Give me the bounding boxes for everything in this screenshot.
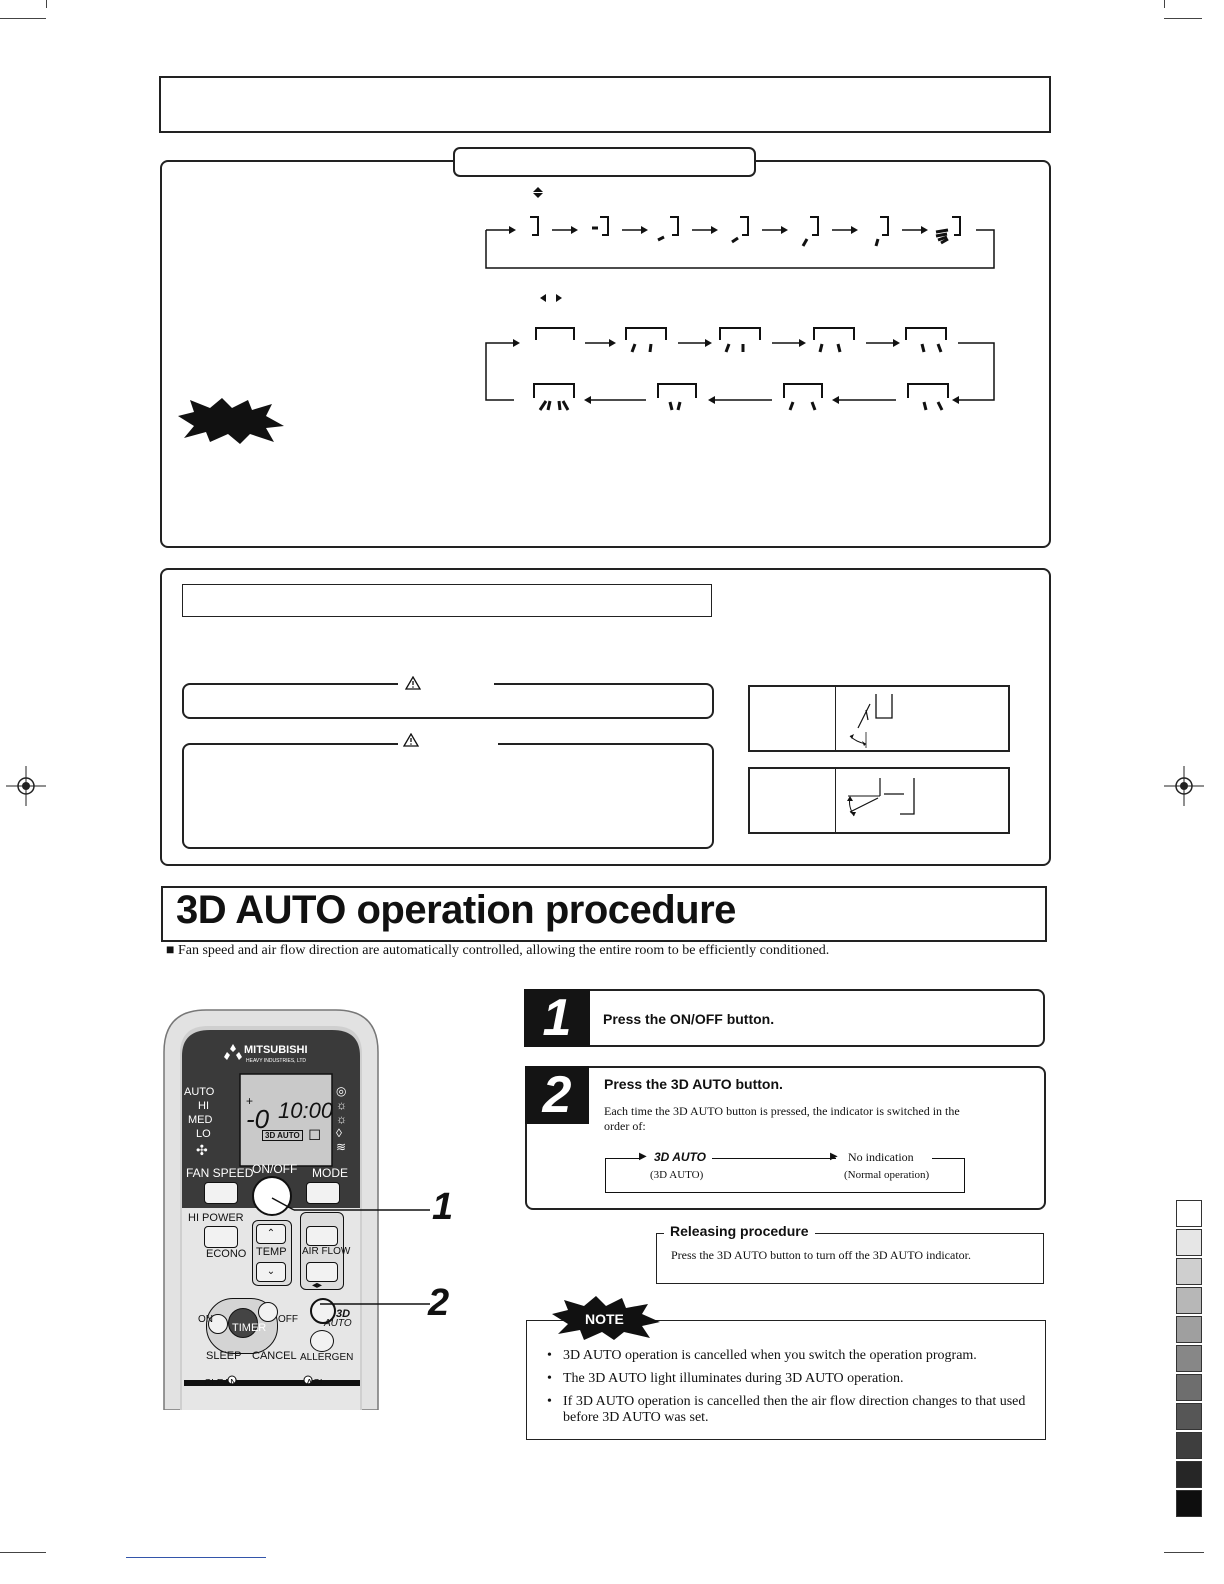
callout-lines bbox=[270, 1196, 430, 1316]
gray-swatch bbox=[1176, 1287, 1202, 1314]
mode-label: MODE bbox=[312, 1166, 348, 1180]
clean-label: CLEAN bbox=[204, 1378, 238, 1389]
auto-label: AUTO bbox=[324, 1318, 352, 1329]
vertical-angle-diagram bbox=[840, 688, 910, 748]
caution-box-1 bbox=[182, 683, 714, 719]
display-3d-auto: 3D AUTO bbox=[262, 1130, 303, 1141]
step-2-number: 2 bbox=[525, 1066, 589, 1124]
note-item: • 3D AUTO operation is cancelled when you switch the operation program. bbox=[537, 1348, 1029, 1364]
crop-mark-bl bbox=[0, 1552, 46, 1553]
airflow-diagrams bbox=[470, 180, 1010, 420]
callout-1: 1 bbox=[432, 1186, 454, 1228]
releasing-body: Press the 3D AUTO button to turn off the 3D AUTO indicator. bbox=[671, 1248, 971, 1262]
gray-swatch bbox=[1176, 1490, 1202, 1517]
cycle-state-1-icon: 3D AUTO bbox=[654, 1150, 707, 1164]
fan-speed-label: FAN SPEED bbox=[186, 1166, 254, 1180]
note-item: • If 3D AUTO operation is cancelled then the air flow direction changes to that used before 3D AUTO was set. bbox=[537, 1394, 1029, 1426]
cancel-label: CANCEL bbox=[252, 1350, 297, 1362]
intro-bullet: ■ bbox=[166, 943, 175, 958]
angle-table-divider bbox=[835, 767, 836, 834]
air-flow-label: AIR FLOW bbox=[302, 1246, 351, 1257]
crop-mark-tr-v bbox=[1164, 0, 1165, 8]
fan-level-lo: LO bbox=[196, 1128, 211, 1140]
cycle-state-2-icon: No indication bbox=[848, 1150, 914, 1164]
temp-down-button[interactable]: ⌄ bbox=[256, 1262, 286, 1282]
note-label: NOTE bbox=[585, 1311, 624, 1327]
note-item: • The 3D AUTO light illuminates during 3D AUTO operation. bbox=[537, 1371, 1029, 1387]
fan-level-med: MED bbox=[188, 1114, 213, 1126]
timer-off-label: OFF bbox=[278, 1314, 298, 1325]
remote-brand-sub: HEAVY INDUSTRIES, LTD bbox=[246, 1058, 307, 1064]
registration-mark-right bbox=[1164, 766, 1204, 806]
gray-swatch bbox=[1176, 1200, 1202, 1227]
cycle-frame-right-top bbox=[932, 1158, 965, 1159]
display-plus: + bbox=[246, 1094, 254, 1108]
display-louver-icon: ◻ bbox=[308, 1126, 322, 1143]
on-off-label: ON/OFF bbox=[252, 1162, 298, 1176]
crop-mark-tr bbox=[1164, 18, 1202, 19]
step-2-body: Each time the 3D AUTO button is pressed, the indicator is switched in the order of: bbox=[604, 1104, 960, 1133]
temp-up-button[interactable]: ⌃ bbox=[256, 1224, 286, 1244]
angle-table-divider bbox=[835, 685, 836, 752]
hi-power-button[interactable] bbox=[204, 1226, 238, 1248]
cycle-frame-mid bbox=[712, 1158, 836, 1159]
mode-icons: ◎ ☼ ☼ ◊ ≋ bbox=[336, 1084, 347, 1154]
sleep-label: SLEEP bbox=[206, 1350, 242, 1362]
crop-mark-tl bbox=[0, 18, 46, 19]
gray-swatch bbox=[1176, 1461, 1202, 1488]
airflow-panel-tab bbox=[453, 147, 756, 177]
warning-triangle-icon bbox=[405, 676, 421, 690]
allergen-label: ALLERGEN bbox=[300, 1352, 354, 1363]
section-title: 3D AUTO operation procedure bbox=[176, 888, 736, 932]
timer-on-label: ON bbox=[198, 1314, 213, 1325]
fan-level-hi: HI bbox=[198, 1100, 209, 1112]
step-1-title: Press the ON/OFF button. bbox=[603, 1011, 775, 1027]
fan-level-auto: AUTO bbox=[184, 1086, 215, 1098]
gray-swatch bbox=[1176, 1403, 1202, 1430]
caution-box-2 bbox=[182, 743, 714, 849]
fan-icon: ✣ bbox=[196, 1142, 208, 1158]
mitsubishi-logo-icon bbox=[224, 1044, 242, 1060]
top-header-box bbox=[159, 76, 1051, 133]
fan-speed-button[interactable] bbox=[204, 1182, 238, 1204]
cycle-state-2-label: (Normal operation) bbox=[844, 1169, 930, 1181]
crop-mark-br bbox=[1164, 1552, 1204, 1553]
releasing-title: Releasing procedure bbox=[664, 1223, 815, 1239]
temp-label: TEMP bbox=[256, 1246, 287, 1258]
cycle-frame-left-top bbox=[605, 1158, 641, 1159]
acl-label: ACL bbox=[306, 1378, 326, 1389]
cycle-arrow-icon: ▶ bbox=[639, 1151, 647, 1162]
three-d-label: 3D bbox=[336, 1308, 351, 1320]
hi-power-label: HI POWER bbox=[188, 1212, 244, 1224]
registration-mark-left bbox=[6, 766, 46, 806]
cycle-state-1-label: (3D AUTO) bbox=[650, 1169, 704, 1181]
gray-swatch bbox=[1176, 1432, 1202, 1459]
burst-icon bbox=[176, 396, 286, 446]
caution-panel-heading-box bbox=[182, 584, 712, 617]
timer-label: TIMER bbox=[232, 1322, 267, 1334]
cycle-arrow-icon: ▶ bbox=[830, 1151, 838, 1162]
intro-text: Fan speed and air flow direction are automatically controlled, allowing the entire room to be efficiently conditioned. bbox=[177, 943, 830, 958]
gray-swatch bbox=[1176, 1229, 1202, 1256]
callout-2: 2 bbox=[428, 1282, 450, 1324]
step-1-number: 1 bbox=[524, 989, 590, 1047]
econo-label: ECONO bbox=[206, 1248, 247, 1260]
swing-icon: ◂▸ bbox=[312, 1280, 323, 1291]
gray-swatch bbox=[1176, 1374, 1202, 1401]
crop-mark-tl-v bbox=[46, 0, 47, 8]
gray-swatch bbox=[1176, 1258, 1202, 1285]
display-temp: -0 bbox=[246, 1104, 270, 1134]
step-2-title: Press the 3D AUTO button. bbox=[604, 1076, 783, 1092]
section-intro bbox=[166, 943, 829, 959]
allergen-button[interactable] bbox=[310, 1330, 334, 1352]
horizontal-angle-diagram bbox=[840, 772, 920, 828]
note-list bbox=[537, 1348, 1029, 1433]
warning-triangle-icon bbox=[403, 733, 419, 747]
bottom-blue-rule bbox=[126, 1557, 266, 1558]
gray-swatch bbox=[1176, 1345, 1202, 1372]
remote-brand: MITSUBISHI bbox=[244, 1044, 308, 1056]
gray-swatch bbox=[1176, 1316, 1202, 1343]
display-time: 10:00 bbox=[278, 1098, 334, 1123]
